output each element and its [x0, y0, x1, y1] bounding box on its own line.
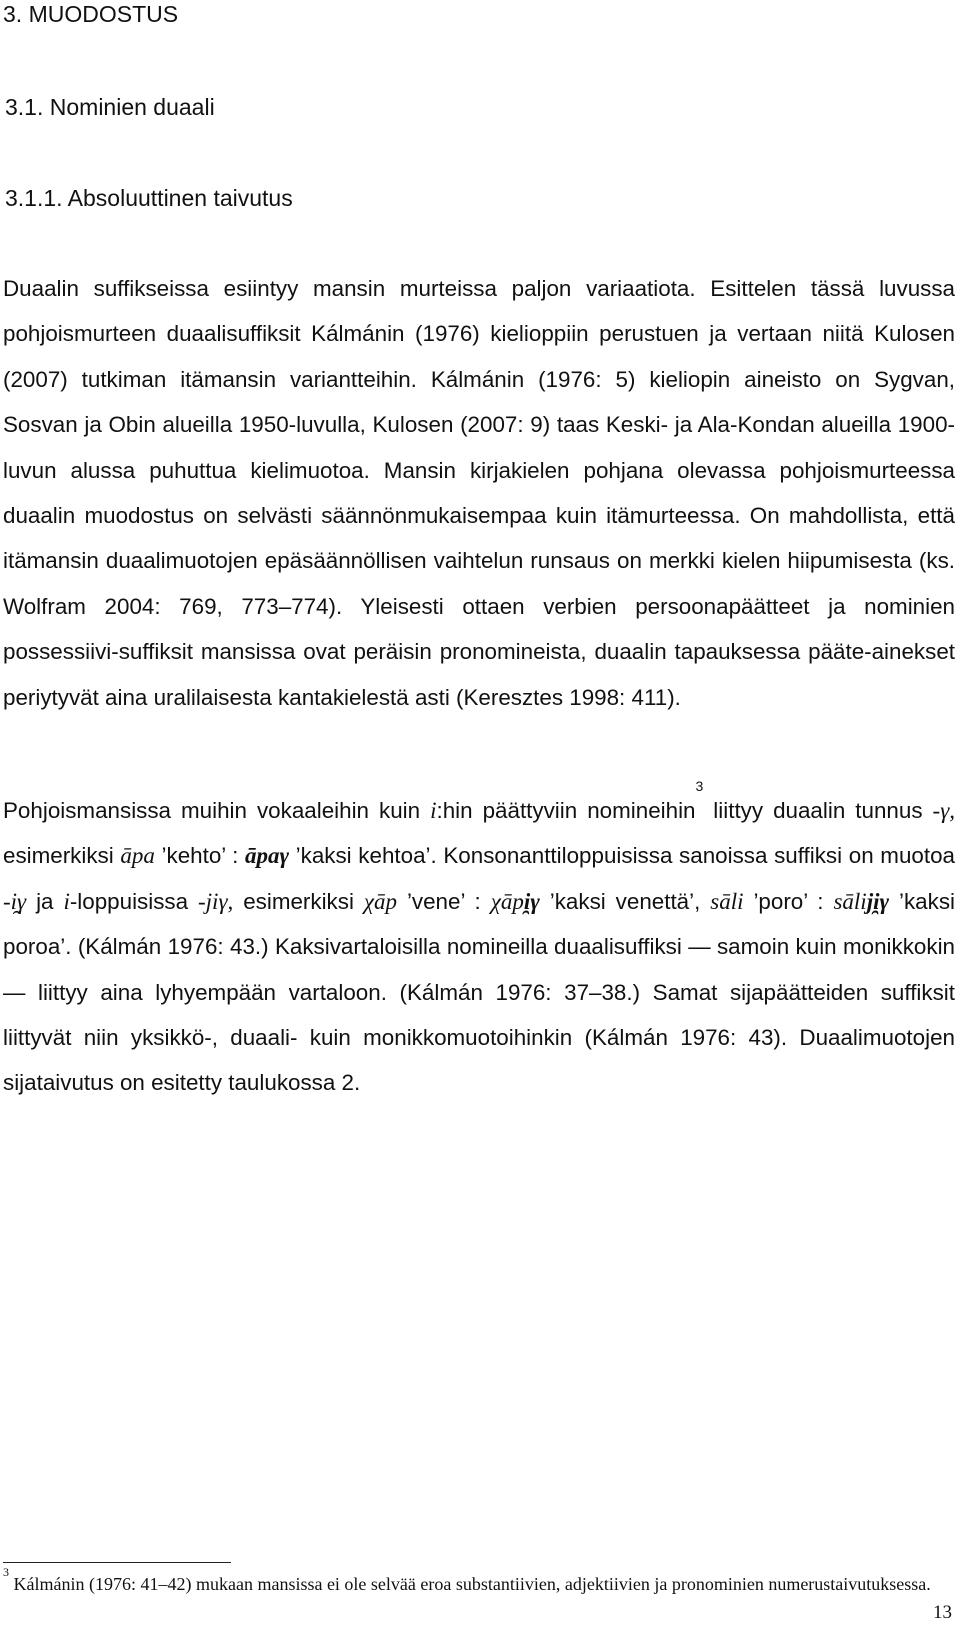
text-run: esimerkiksi	[3, 843, 121, 869]
footnote-reference[interactable]: 3	[695, 778, 704, 794]
example-word: χāp	[363, 888, 397, 914]
page-number: 13	[933, 1602, 952, 1623]
text-run: ’kaksi venettä’,	[539, 888, 711, 914]
example-word-stem: sāli	[833, 888, 867, 914]
example-word: āpa	[120, 843, 155, 869]
footnote-text: Kálmánin (1976: 41–42) mukaan mansissa ei ole selvää eroa substantiivien, adjektiivien ja pronominien numerustaivutuksessa.	[9, 1574, 931, 1594]
text-run: ’vene’ :	[397, 888, 491, 914]
text-run: -loppuisissa	[69, 888, 198, 914]
text-run: :hin päättyviin nomineihin	[436, 798, 696, 823]
text-run: esimerkiksi	[233, 888, 364, 914]
example-word: i	[430, 798, 437, 823]
text-run: ’kaksi kehtoa’. Konsonanttiloppuisissa sanoissa suffiksi on muotoa	[289, 843, 955, 869]
example-word: āpaγ	[244, 843, 290, 869]
text-run: Pohjoismansissa muihin vokaaleihin kuin	[3, 798, 431, 823]
example-word: sāli	[710, 888, 744, 914]
example-word-stem: χāp	[490, 888, 524, 914]
text-run: ’kaksi poroa’. (Kálmán 1976: 43.) Kaksivartaloisilla nomineilla duaalisuffiksi — samoin kuin monikkokin — liittyy aina lyhyempään vartaloon. (Kálmán 1976: 37–38.) Samat sijapäätteiden suffiksit liittyvät niin yksikkö-, duaali- kuin monikkomuotoihinkin (Kálmán 1976: 43). Duaalimuotojen sijataivutus on esitetty taulukossa 2.	[3, 888, 955, 1096]
text-run: ja	[26, 888, 64, 914]
example-word-suffix: ji̯γ	[866, 888, 890, 914]
example-word: i	[63, 888, 70, 914]
footnote-divider	[3, 1562, 231, 1563]
subsection-heading: 3.1.1. Absoluuttinen taivutus	[5, 185, 293, 211]
footnote	[3, 1565, 955, 1596]
text-run: ’kehto’ :	[154, 843, 245, 869]
body-paragraph-1: Duaalin suffikseissa esiintyy mansin murteissa paljon variaatiota. Esittelen tässä luvussa pohjoismurteen duaalisuffiksit Kálmánin (1976) kielioppiin perustuen ja vertaan niitä Kulosen (2007) tutkiman itämansin variantteihin. Kálmánin (1976: 5) kieliopin aineisto on Sygvan, Sosvan ja Obin alueilla 1950-luvulla, Kulosen (2007: 9) taas Keski- ja Ala-Kondan alueilla 1900-luvun alussa puhuttua kielimuotoa. Mansin kirjakielen pohjana olevassa pohjoismurteessa duaalin muodostus on selvästi säännönmukaisempaa kuin itämurteessa. On mahdollista, että itämansin duaalimuotojen epäsäännöllisen vaihtelun runsaus on merkki kielen hiipumisesta (ks. Wolfram 2004: 769, 773–774). Yleisesti ottaen verbien persoonapäätteet ja nominien possessiivi-suffiksit mansissa ovat peräisin pronomineista, duaalin tapauksessa pääte-ainekset periytyvät aina uralilaisesta kantakielestä asti (Keresztes 1998: 411).	[3, 276, 955, 710]
example-word: -i̯γ	[3, 888, 27, 914]
chapter-heading: 3. MUODOSTUS	[3, 1, 179, 27]
example-word: -γ,	[932, 798, 956, 823]
example-word-suffix: i̯γ	[523, 888, 540, 914]
text-run: ’poro’ :	[743, 888, 834, 914]
section-heading: 3.1. Nominien duaali	[5, 94, 215, 120]
example-word: -jiγ,	[198, 888, 234, 914]
text-run: liittyy duaalin tunnus	[703, 798, 933, 823]
body-paragraph-2	[3, 778, 956, 1106]
footnote-number: 3	[3, 1565, 9, 1579]
